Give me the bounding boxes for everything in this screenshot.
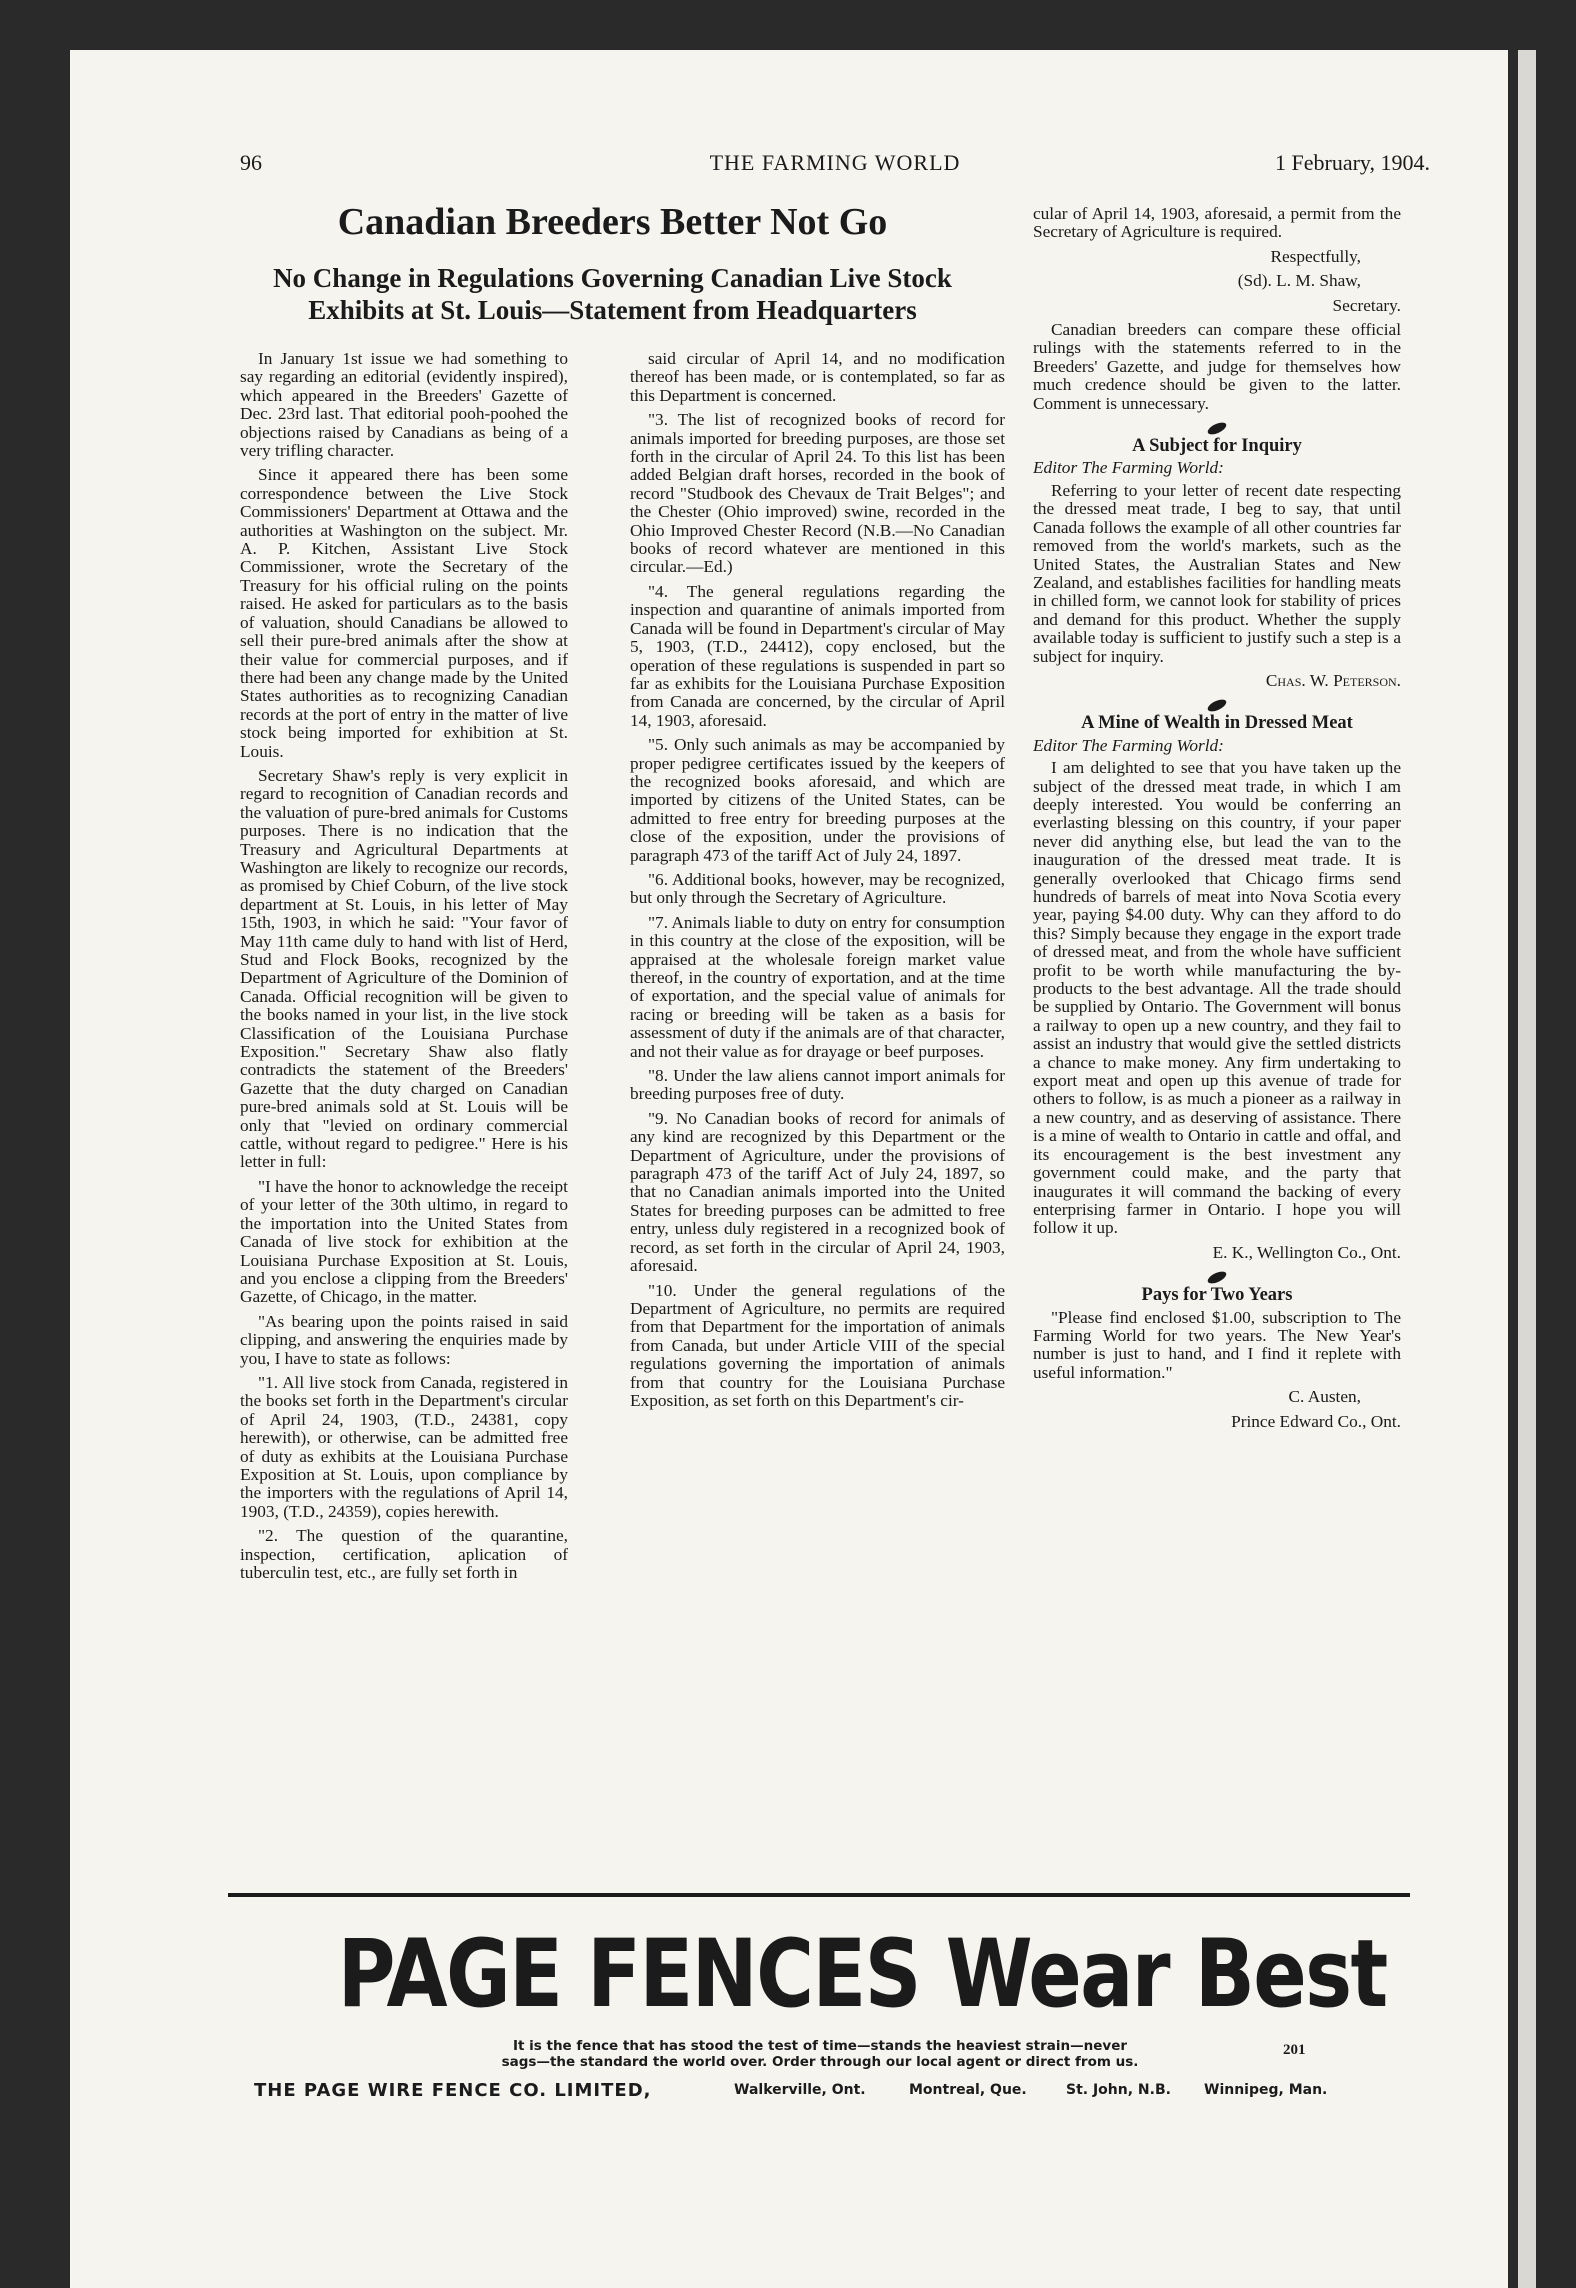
page-header <box>240 150 1430 180</box>
editor-line: Editor The Farming World: <box>1033 458 1224 478</box>
article-subhead: No Change in Regulations Governing Canadian Live Stock Exhibits at St. Louis—Statement from Headquarters <box>273 263 952 325</box>
article-column-3 <box>1033 205 1401 1880</box>
article-column-1 <box>240 350 568 1880</box>
letter-title: A Subject for Inquiry <box>1132 436 1302 457</box>
letter-signature: E. K., Wellington Co., Ont. <box>1212 1242 1401 1262</box>
ad-footer <box>254 2080 1389 2104</box>
paragraph: "2. The question of the quarantine, inspection, certification, aplication of tuberculin test, etc., are fully set forth in <box>240 1526 568 1582</box>
ad-headline: PAGE FENCES Wear Best <box>337 1920 1387 2029</box>
article-headline: Canadian Breeders Better Not Go <box>337 201 888 243</box>
paragraph: "7. Animals liable to duty on entry for consumption in this country at the close of the exposition, will be appraised at the wholesale foreign market value thereof, in the country of exportation, and at the time of exportation, and the special value of animals for racing or breeding will be taken as a basis for assessment of duty if the animals are of that character, and not their value as for drayage or beef purposes. <box>630 912 1005 1061</box>
paragraph: "9. No Canadian books of record for animals of any kind are recognized by this Department or the Department of Agriculture, under the provisions of paragraph 473 of the tariff Act of July 24, 1897, so that no Canadian animals imported into the United States for breeding purposes can be admitted to free entry, unless duly registered in a recognized book of record, as set forth in the circular of April 24, 1903, aforesaid. <box>630 1108 1005 1276</box>
leaf-ornament-icon <box>1033 419 1401 433</box>
paragraph: "As bearing upon the points raised in said clipping, and answering the enquiries made by you, I have to state as follows: <box>240 1311 568 1368</box>
page-number: 96 <box>240 150 262 175</box>
issue-date: 1 February, 1904. <box>1275 150 1430 175</box>
leaf-ornament-icon <box>1033 696 1401 710</box>
page-edge <box>1518 50 1536 2288</box>
paragraph: Since it appeared there has been some correspondence between the Live Stock Commissioners' Department at Ottawa and the authorities at Washington on the subject. Mr. A. P. Kitchen, Assistant Live Stock Commissioner, wrote the Secretary of the Treasury for his official ruling on the points raised. He asked for particulars as to the basis of valuation, should Canadians be allowed to sell their pure-bred animals after the show at their value for commercial purposes, and if there had been any change made by the United States authorities as to recognizing Canadian records at the port of entry in the matter of live stock being imported for exhibition at St. Louis. <box>240 465 568 761</box>
editorial-comment: Canadian breeders can compare these official rulings with the statements referred to in the Breeders' Gazette, and judge for themselves how much credence should be given to the latter. Comment is unnecessary. <box>1033 320 1401 413</box>
ad-location: Walkerville, Ont. <box>734 2082 866 2098</box>
letter-signature: Chas. W. Peterson. <box>1265 670 1401 690</box>
paragraph: Secretary Shaw's reply is very explicit in regard to recognition of Canadian records and the valuation of pure-bred animals for Customs purposes. There is no indication that the Treasury and Agricultural Departments at Washington are likely to recognize our records, as promised by Chief Coburn, of the live stock department at St. Louis, in his letter of May 15th, 1903, in which he said: "Your favor of May 11th came duly to hand with list of Herd, Stud and Flock Books, recognized by the Department of Agriculture of the Dominion of Canada. Official recognition will be given to the books named in your list, in the live stock Classification of the Louisiana Purchase Exposition." Secretary Shaw also flatly contradicts the statement of the Breeders' Gazette that the duty charged on Canadian pure-bred animals sold at St. Louis will be only that "levied on ordinary commercial cattle, without regard to pedigree." Here is his letter in full: <box>240 765 568 1172</box>
paragraph: "8. Under the law aliens cannot import animals for breeding purposes free of duty. <box>630 1066 1005 1104</box>
ad-tagline: It is the fence that has stood the test of time—stands the heaviest strain—never <box>512 2038 1128 2054</box>
leaf-ornament-icon <box>1033 1268 1401 1282</box>
paragraph: "4. The general regulations regarding the inspection and quarantine of animals imported from Canada will be found in Department's circular of May 5, 1903, (T.D., 24412), copy enclosed, but the operation of these regulations is suspended in part so far as exhibits for the Louisiana Purchase Exposition from Canada are concerned, by the circular of April 14, 1903, aforesaid. <box>630 581 1005 730</box>
paragraph: Referring to your letter of recent date respecting the dressed meat trade, I beg to say, that until Canada follows the example of all other countries far removed from the world's markets, such as the United States, the Australian States and New Zealand, and establishes facilities for handling meats in chilled form, we cannot look for stability of prices and demand for this product. Whether the supply available today is sufficient to justify such a step is a subject for inquiry. <box>1033 480 1401 666</box>
paragraph: cular of April 14, 1903, aforesaid, a permit from the Secretary of Agriculture is required. <box>1033 205 1401 242</box>
paragraph: "1. All live stock from Canada, registered in the books set forth in the Department's circular of April 24, 1903, (T.D., 24381, copy herewith), or otherwise, can be admitted free of duty as exhibits at the Louisiana Purchase Exposition at St. Louis, upon compliance by the importers with the regulations of April 14, 1903, (T.D., 24359), copies herewith. <box>240 1372 568 1521</box>
editor-line: Editor The Farming World: <box>1033 735 1224 755</box>
ad-location: Winnipeg, Man. <box>1204 2082 1328 2098</box>
letter-title: A Mine of Wealth in Dressed Meat <box>1081 713 1353 734</box>
article-column-2 <box>630 350 1005 1880</box>
paragraph: "10. Under the general regulations of the Department of Agriculture, no permits are required from that Department for the importation of animals from Canada, but under Article VIII of the special regulations governing the importation of animals from that country for the Louisiana Purchase Exposition, as set forth on this Department's cir- <box>630 1280 1005 1410</box>
closing: Respectfully, <box>1270 246 1361 266</box>
publication-title: THE FARMING WORLD <box>709 150 961 175</box>
paragraph: I am delighted to see that you have taken up the subject of the dressed meat trade, in which I am deeply interested. You would be conferring an everlasting blessing on this country, if your paper never did anything else, but lead the van to the inauguration of the dressed meat trade. It is generally overlooked that Chicago firms send hundreds of barrels of meat into Nova Scotia every year, paying $4.00 duty. Why can they afford to do this? Simply because they engage in the export trade of dressed meat, and from the whole have sufficient profit to be worth while manufacturing the by-products to the best advantage. All the trade should be supplied by Ontario. The Government will bonus a railway to open up a new country, and they fail to assist an industry that would give the settled districts a chance to make money. Any firm undertaking to export meat and open up this avenue of trade for others to follow, is as much a pioneer as a railway in a new country, and as deserving of assistance. There is a mine of wealth to Ontario in cattle and offal, and its encouragement is the best investment any government could make, and the party that inaugurates it will command the backing of every enterprising farmer in Ontario. I hope you will follow it up. <box>1033 758 1401 1238</box>
letter-title: Pays for Two Years <box>1141 1285 1293 1306</box>
ad-company: THE PAGE WIRE FENCE CO. LIMITED, <box>254 2080 652 2101</box>
ad-location: St. John, N.B. <box>1066 2082 1171 2098</box>
divider-rule <box>228 1893 1410 1897</box>
paragraph: In January 1st issue we had something to say regarding an editorial (evidently inspired), which appeared in the Breeders' Gazette of Dec. 23rd last. That editorial pooh-poohed the objections raised by Canadians as being of a very trifling character. <box>240 350 568 461</box>
paragraph: "6. Additional books, however, may be recognized, but only through the Secretary of Agriculture. <box>630 869 1005 908</box>
signature: (Sd). L. M. Shaw, <box>1237 271 1361 291</box>
letter-location: Prince Edward Co., Ont. <box>1231 1411 1401 1431</box>
paragraph: "Please find enclosed $1.00, subscription to The Farming World for two years. The New Year's number is just to hand, and I find it replete with useful information." <box>1033 1307 1401 1382</box>
ad-location: Montreal, Que. <box>909 2082 1027 2098</box>
ad-tagline: sags—the standard the world over. Order through our local agent or direct from us. <box>501 2054 1139 2070</box>
paragraph: "3. The list of recognized books of record for animals imported for breeding purposes, are those set forth in the circular of April 24. To this list has been added Belgian draft horses, recorded in the book of record "Studbook des Chevaux de Trait Belges"; and the Chester (Ohio improved) swine, recorded in the Ohio Improved Chester Record (N.B.—No Canadian books of record whatever are mentioned in this circular.—Ed.) <box>630 410 1005 577</box>
signature-title: Secretary. <box>1332 295 1401 315</box>
letter-signature: C. Austen, <box>1288 1387 1361 1407</box>
ad-number: 201 <box>1283 2042 1306 2058</box>
paragraph: "I have the honor to acknowledge the receipt of your letter of the 30th ultimo, in regard to the importation into the United States from Canada of live stock for exhibition at the Louisiana Purchase Exposition at St. Louis, and you enclose a clipping from the Breeders' Gazette, of Chicago, in the matter. <box>240 1176 568 1307</box>
paragraph: said circular of April 14, and no modification thereof has been made, or is contemplated, so far as this Department is concerned. <box>630 350 1005 405</box>
paragraph: "5. Only such animals as may be accompanied by proper pedigree certificates issued by the keepers of the recognized books aforesaid, and which are imported by citizens of the United States, can be admitted to free entry for breeding purposes at the close of the exposition, under the provisions of paragraph 473 of the tariff Act of July 24, 1897. <box>630 735 1005 865</box>
